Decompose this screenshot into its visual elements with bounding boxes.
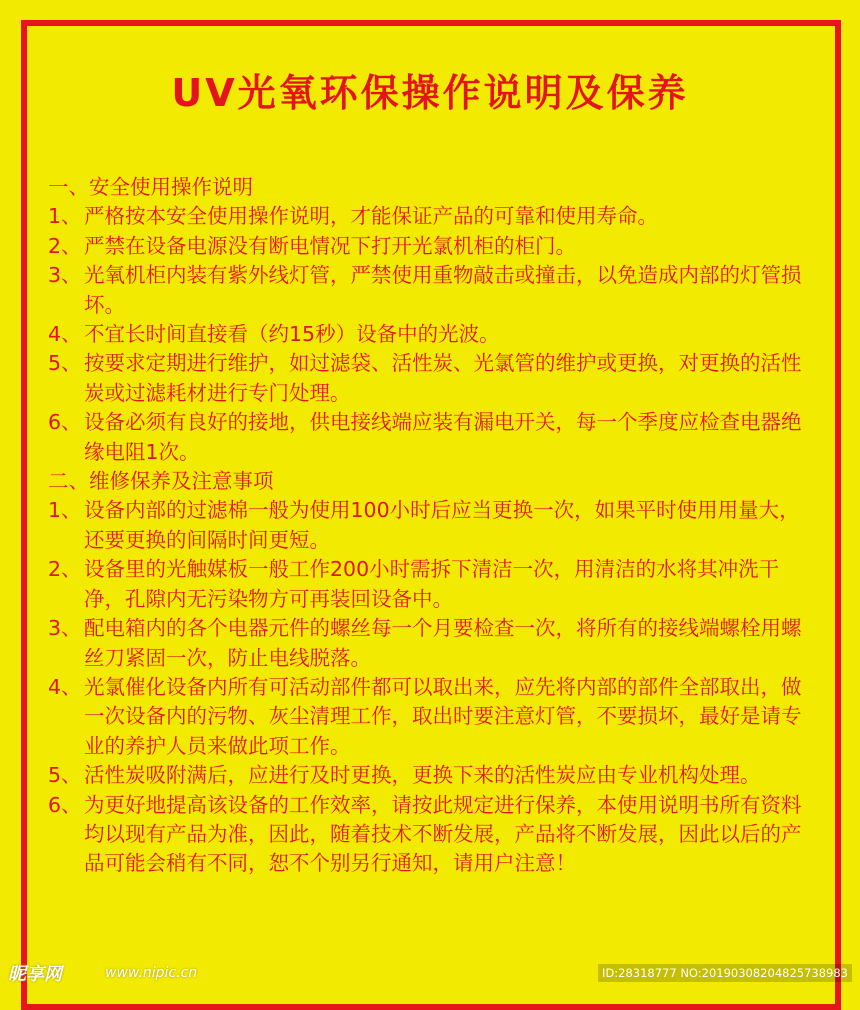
item-text: 设备内部的过滤棉一般为使用100小时后应当更换一次，如果平时使用用量大，还要更换的间隔时间更短。 [84, 498, 800, 552]
item-text: 为更好地提高该设备的工作效率，请按此规定进行保养，本使用说明书所有资料均以现有产品为准，因此，随着技术不断发展，产品将不断发展，因此以后的产品可能会稍有不同，恕不个别另行通知，请用户注意！ [84, 792, 802, 876]
item-text: 设备必须有良好的接地，供电接线端应装有漏电开关，每一个季度应检查电器绝缘电阻1次。 [84, 410, 802, 464]
item-number: 4、 [48, 322, 82, 347]
watermark-logo: 昵享网 [8, 964, 62, 985]
list-item [48, 408, 808, 467]
list-item [48, 555, 808, 614]
list-item [48, 761, 808, 790]
item-text: 光氧机柜内装有紫外线灯管，严禁使用重物敲击或撞击，以免造成内部的灯管损坏。 [84, 263, 802, 317]
item-number: 4、 [48, 674, 82, 699]
item-text: 设备里的光触媒板一般工作200小时需拆下清洁一次，用清洁的水将其冲洗干净，孔隙内无污染物方可再装回设备中。 [84, 557, 780, 611]
item-number: 3、 [48, 263, 82, 288]
item-text: 严格按本安全使用操作说明，才能保证产品的可靠和使用寿命。 [84, 204, 658, 229]
item-number: 6、 [48, 410, 82, 435]
list-item [48, 349, 808, 408]
item-number: 1、 [48, 204, 82, 229]
item-text: 配电箱内的各个电器元件的螺丝每一个月要检查一次，将所有的接线端螺栓用螺丝刀紧固一次，防止电线脱落。 [84, 616, 802, 670]
item-number: 1、 [48, 498, 82, 523]
item-text: 不宜长时间直接看（约15秒）设备中的光波。 [84, 322, 500, 347]
item-text: 光氯催化设备内所有可活动部件都可以取出来，应先将内部的部件全部取出，做一次设备内的污物、灰尘清理工作，取出时要注意灯管，不要损坏，最好是请专业的养护人员来做此项工作。 [84, 674, 802, 758]
section-maintenance [48, 467, 808, 879]
item-text: 活性炭吸附满后，应进行及时更换，更换下来的活性炭应由专业机构处理。 [84, 763, 761, 788]
list-item [48, 320, 808, 349]
instructions-body [48, 173, 808, 879]
section-heading: 一、安全使用操作说明 [48, 175, 253, 199]
item-text: 按要求定期进行维护，如过滤袋、活性炭、光氯管的维护或更换，对更换的活性炭或过滤耗材进行专门处理。 [84, 351, 802, 405]
list-item [48, 791, 808, 879]
list-item [48, 261, 808, 320]
item-number: 3、 [48, 616, 82, 641]
item-number: 5、 [48, 763, 82, 788]
list-item [48, 614, 808, 673]
list-item [48, 232, 808, 261]
list-item [48, 496, 808, 555]
item-text: 严禁在设备电源没有断电情况下打开光氯机柜的柜门。 [84, 233, 576, 258]
item-number: 5、 [48, 351, 82, 376]
item-number: 2、 [48, 233, 82, 258]
watermark-id: ID:28318777 NO:20190308204825738983 [598, 964, 852, 982]
section-heading: 二、维修保养及注意事项 [48, 469, 274, 494]
item-number: 2、 [48, 557, 82, 582]
list-item [48, 202, 808, 231]
item-number: 6、 [48, 792, 82, 817]
watermark-url: www.nipic.cn [105, 965, 198, 981]
list-item [48, 673, 808, 761]
section-safety [48, 173, 808, 467]
page-title: UV光氧环保操作说明及保养 [171, 71, 689, 115]
